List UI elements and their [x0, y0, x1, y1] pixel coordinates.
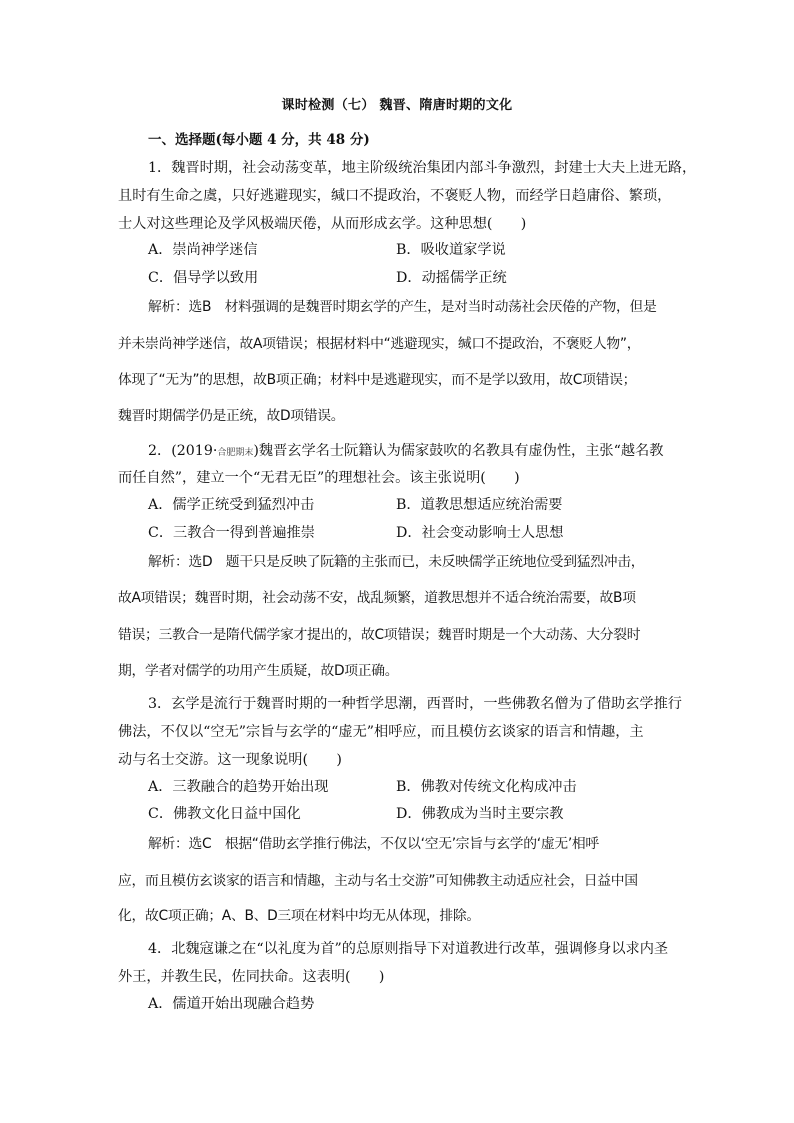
q2-line-2: 而任自然”，建立一个“无君无臣”的理想社会。该主张说明( ): [118, 470, 520, 486]
q2-option-c: C．三教合一得到普遍推崇: [148, 525, 315, 541]
q2-line-1: [148, 444, 663, 458]
q1-analysis-line-4: 魏晋时期儒学仍是正统，故D项错误。: [118, 408, 345, 424]
q1-line-2: 且时有生命之虞，只好逃避现实，缄口不提政治，不褒贬人物，而经学日趋庸俗、繁琐，: [118, 188, 672, 204]
q2-source: 合肥期末: [217, 448, 254, 458]
q3-option-b: B．佛教对传统文化构成冲击: [396, 779, 577, 795]
q1-analysis-line-2: 并未崇尚神学迷信，故A项错误；根据材料中“逃避现实，缄口不提政治，不褒贬人物”，: [118, 336, 641, 352]
q3-analysis-line-1: 解析：选C 根据“借助玄学推行佛法，不仅以‘空无’宗旨与玄学的‘虚无’相呼: [148, 836, 599, 852]
page-title: 课时检测（七） 魏晋、隋唐时期的文化: [281, 98, 513, 113]
q2-analysis-line-4: 期，学者对儒学的功用产生质疑，故D项正确。: [118, 663, 399, 679]
q3-option-c: C．佛教文化日益中国化: [148, 806, 301, 822]
section-heading: 一、选择题(每小题 4 分，共 48 分): [148, 132, 370, 148]
q1-option-a: A．崇尚神学迷信: [148, 242, 258, 258]
q4-option-a: A．儒道开始出现融合趋势: [148, 996, 315, 1012]
q3-option-a: A．三教融合的趋势开始出现: [148, 779, 329, 795]
q3-line-3: 动与名士交游。这一现象说明( ): [118, 752, 342, 768]
q2-analysis-line-2: 故A项错误；魏晋时期，社会动荡不安，战乱频繁，道教思想并不适合统治需要，故B项: [118, 590, 636, 606]
q1-option-b: B．吸收道家学说: [396, 242, 506, 258]
q1-option-c: C．倡导学以致用: [148, 270, 259, 286]
q1-line-1: 1．魏晋时期，社会动荡变革，地主阶级统治集团内部斗争激烈，封建士大夫上进无路，: [148, 160, 697, 176]
q1-analysis-line-1: 解析：选B 材料强调的是魏晋时期玄学的产生，是对当时动荡社会厌倦的产物，但是: [148, 299, 657, 315]
q2-option-b: B．道教思想适应统治需要: [396, 497, 563, 513]
q4-line-1: 4．北魏寇谦之在“以礼度为首”的总原则指导下对道教进行改革，强调修身以求内圣: [148, 941, 669, 957]
q3-line-2: 佛法，不仅以“空无”宗旨与玄学的“虚无”相呼应，而且模仿玄谈家的语言和情趣，主: [118, 724, 644, 740]
q3-analysis-line-2: 应，而且模仿玄谈家的语言和情趣，主动与名士交游”可知佛教主动适应社会，日益中国: [118, 873, 638, 889]
q4-line-2: 外王，并教生民，佐同扶命。这表明( ): [118, 969, 385, 985]
q3-line-1: 3．玄学是流行于魏晋时期的一种哲学思潮，西晋时，一些佛教名僧为了借助玄学推行: [148, 696, 682, 712]
q2-number: 2．(2019·: [148, 443, 218, 459]
q2-option-d: D．社会变动影响士人思想: [396, 525, 564, 541]
q1-line-3: 士人对这些理论及学风极端厌倦，从而形成玄学。这种思想( ): [118, 216, 527, 232]
q1-analysis-line-3: 体现了“无为”的思想，故B项正确；材料中是逃避现实，而不是学以致用，故C项错误；: [118, 372, 637, 388]
q2-analysis-line-3: 错误；三教合一是隋代儒学家才提出的，故C项错误；魏晋时期是一个大动荡、大分裂时: [118, 627, 641, 643]
q3-analysis-line-3: 化，故C项正确；A、B、D三项在材料中均无从体现，排除。: [118, 908, 480, 924]
q2-analysis-line-1: 解析：选D 题干只是反映了阮籍的主张而已，未反映儒学正统地位受到猛烈冲击，: [148, 554, 645, 570]
q2-line-1-text: )魏晋玄学名士阮籍认为儒家鼓吹的名教具有虚伪性，主张“越名教: [253, 443, 664, 459]
q2-option-a: A．儒学正统受到猛烈冲击: [148, 497, 315, 513]
q1-option-d: D．动摇儒学正统: [396, 270, 507, 286]
q3-option-d: D．佛教成为当时主要宗教: [396, 806, 564, 822]
